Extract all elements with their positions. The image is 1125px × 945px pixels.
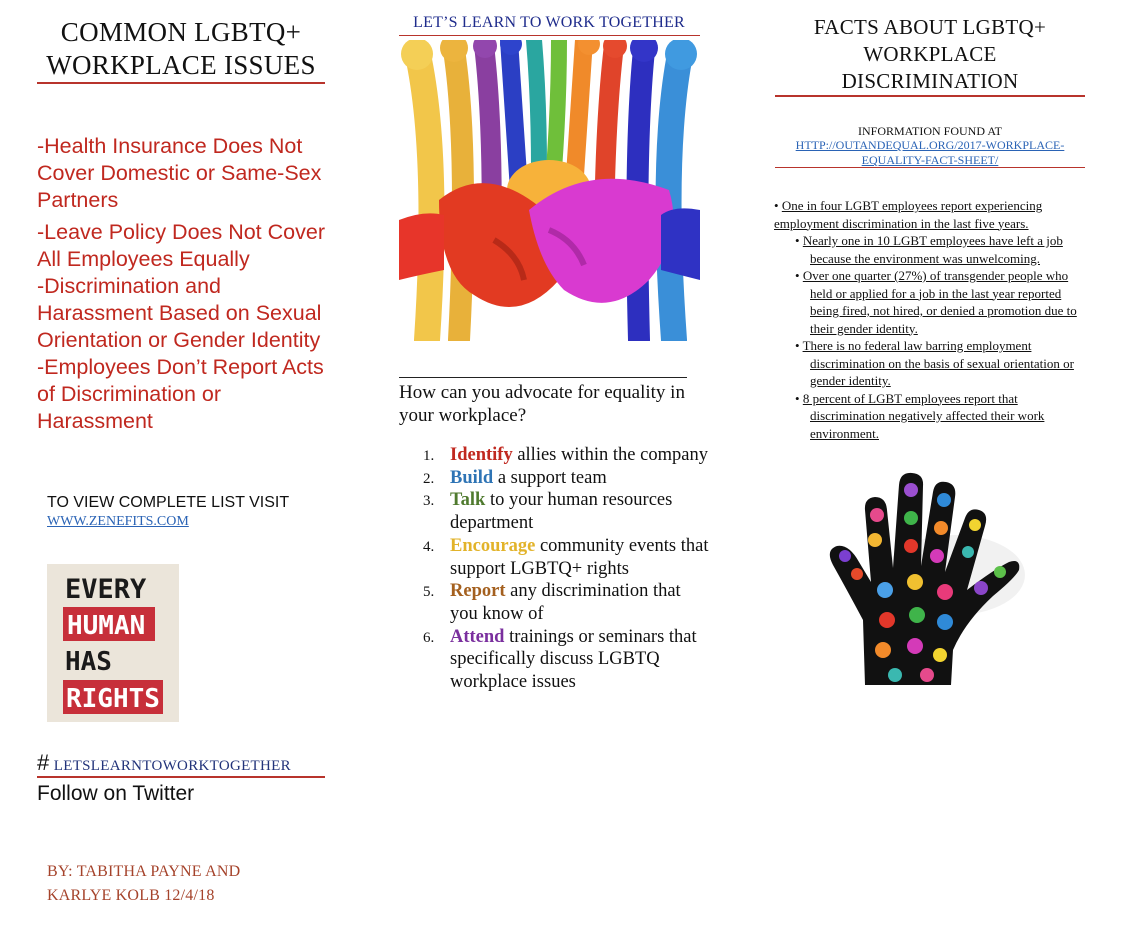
hashtag-text: LETSLEARNTOWORKTOGETHER [53,758,291,774]
left-title-rule [37,82,325,84]
colorful-hands-hand-image [825,470,1025,690]
issue-item: -Employees Don’t Report Acts of Discrimination or Harassment [37,355,324,433]
step-item: 5. Report any discrimination that you know of [423,581,681,624]
poster-line-every: EVERY [65,574,147,605]
hash-symbol: # [37,750,50,775]
right-title-rule [775,95,1085,97]
step-keyword: Encourage [450,535,536,556]
steps-list [420,444,710,694]
zenefits-link[interactable]: WWW.ZENEFITS.COM [47,514,189,529]
step-keyword: Identify [450,445,513,465]
step-keyword: Attend [450,626,505,647]
step-item: 1. Identify allies within the company [423,445,708,465]
issue-item: -Discrimination and Harassment Based on Sexual Orientation or Gender Identity [37,274,322,352]
poster-graphic [47,564,179,722]
middle-title-rule [399,35,700,36]
poster-line-has: HAS [65,647,112,677]
divider-line [399,377,687,378]
info-rule [775,167,1085,168]
outandequal-link[interactable]: HTTP://OUTANDEQUAL.ORG/2017-WORKPLACE- EQUALITY-FACT-SHEET/ [795,138,1065,167]
step-item: 3. Talk to your human resources department [423,490,673,534]
step-item: 6. Attend trainings or seminars that specifically discuss LGBTQ workplace issues [423,626,697,693]
issue-item: -Leave Policy Does Not Cover All Employees Equally [37,220,325,271]
hand-illustration [825,470,1025,690]
rainbow-figures-holding-hands-image [399,40,700,341]
hashtag[interactable] [37,750,291,776]
step-keyword: Build [450,467,494,488]
fact-item: • Nearly one in 10 LGBT employees have left a job because the environment was unwelcoming. [795,233,1063,266]
poster-line-human: HUMAN [67,611,146,641]
middle-title: LET’S LEARN TO WORK TOGETHER [413,14,685,31]
step-item: 4. Encourage community events that support LGBTQ+ rights [423,535,709,579]
left-title: COMMON LGBTQ+ WORKPLACE ISSUES [46,17,316,80]
info-label: INFORMATION FOUND AT [857,124,1002,138]
issues-list [37,133,337,440]
follow-twitter-text: Follow on Twitter [37,782,195,805]
fact-item: • Over one quarter (27%) of transgender people who held or applied for a job in the last year reported being fired, not hired, or denied a promotion due to their gender identity. [795,268,1077,336]
every-human-has-rights-poster [47,564,179,722]
step-keyword: Report [450,581,506,602]
fact-item: • There is no federal law barring employment discrimination on the basis of sexual orientation or gender identity. [795,338,1074,388]
advocate-question: How can you advocate for equality in your workplace? [399,382,685,426]
poster-line-rights: RIGHTS [66,684,160,714]
issue-item: -Health Insurance Does Not Cover Domestic or Same-Sex Partners [37,134,322,212]
figures-illustration [399,40,700,341]
facts-list [774,197,1090,442]
hashtag-rule [37,776,325,778]
fact-item: • One in four LGBT employees report experiencing employment discrimination in the last five years. [774,198,1043,231]
view-list-text: TO VIEW COMPLETE LIST VISIT [47,494,290,511]
fact-item: • 8 percent of LGBT employees report that discrimination negatively affected their work environment. [795,390,1045,441]
right-title: FACTS ABOUT LGBTQ+ WORKPLACE DISCRIMINATION [813,15,1047,93]
step-item: 2. Build a support team [423,467,607,488]
byline: BY: TABITHA PAYNE AND KARLYE KOLB 12/4/18 [47,863,241,904]
step-keyword: Talk [450,490,486,511]
